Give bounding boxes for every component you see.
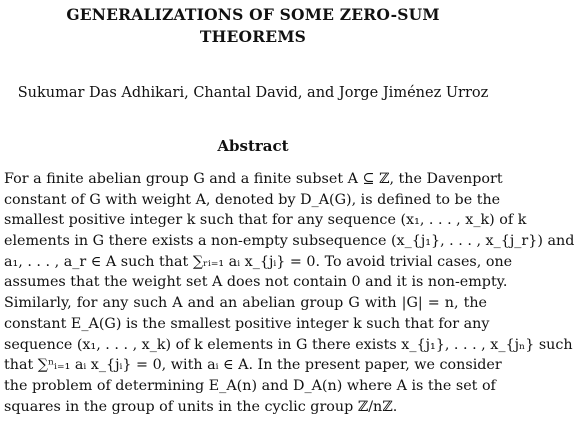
abstract-body xyxy=(4,169,574,417)
paper-title xyxy=(0,4,506,48)
abstract-line-6: assumes that the weight set A does not contain 0 and it is non-empty. xyxy=(4,274,508,291)
paper-title-line-1: GENERALIZATIONS OF SOME ZERO-SUM xyxy=(66,5,440,24)
abstract-line-11: the problem of determining E_A(n) and D_A(n) where A is the set of xyxy=(4,377,496,394)
abstract-line-9: sequence (x₁, . . . , x_k) of k elements in G there exists x_{j₁}, . . . , x_{jₙ} such xyxy=(4,336,573,353)
abstract-line-3: smallest positive integer k such that for any sequence (x₁, . . . , x_k) of k xyxy=(4,212,527,229)
author-list: Sukumar Das Adhikari, Chantal David, and Jorge Jiménez Urroz xyxy=(17,85,489,101)
abstract-line-12: squares in the group of units in the cyclic group ℤ/nℤ. xyxy=(4,398,398,415)
paper-title-line-2: THEOREMS xyxy=(199,27,307,46)
abstract-line-1: For a finite abelian group G and a finite subset A ⊆ ℤ, the Davenport xyxy=(4,171,503,187)
abstract-line-8: constant E_A(G) is the smallest positive integer k such that for any xyxy=(4,315,490,332)
abstract-line-10: that ∑ⁿᵢ₌₁ aᵢ x_{jᵢ} = 0, with aᵢ ∈ A. In the present paper, we consider xyxy=(4,357,502,374)
abstract-line-2: constant of G with weight A, denoted by D_A(G), is defined to be the xyxy=(4,191,501,208)
abstract-line-7: Similarly, for any such A and an abelian group G with |G| = n, the xyxy=(4,295,487,312)
abstract-heading: Abstract xyxy=(217,137,289,155)
abstract-line-4: elements in G there exists a non-empty subsequence (x_{j₁}, . . . , x_{j_r}) and xyxy=(4,233,574,250)
abstract-line-5: a₁, . . . , a_r ∈ A such that ∑ᵣᵢ₌₁ aᵢ x_{jᵢ} = 0. To avoid trivial cases, one xyxy=(4,253,513,270)
